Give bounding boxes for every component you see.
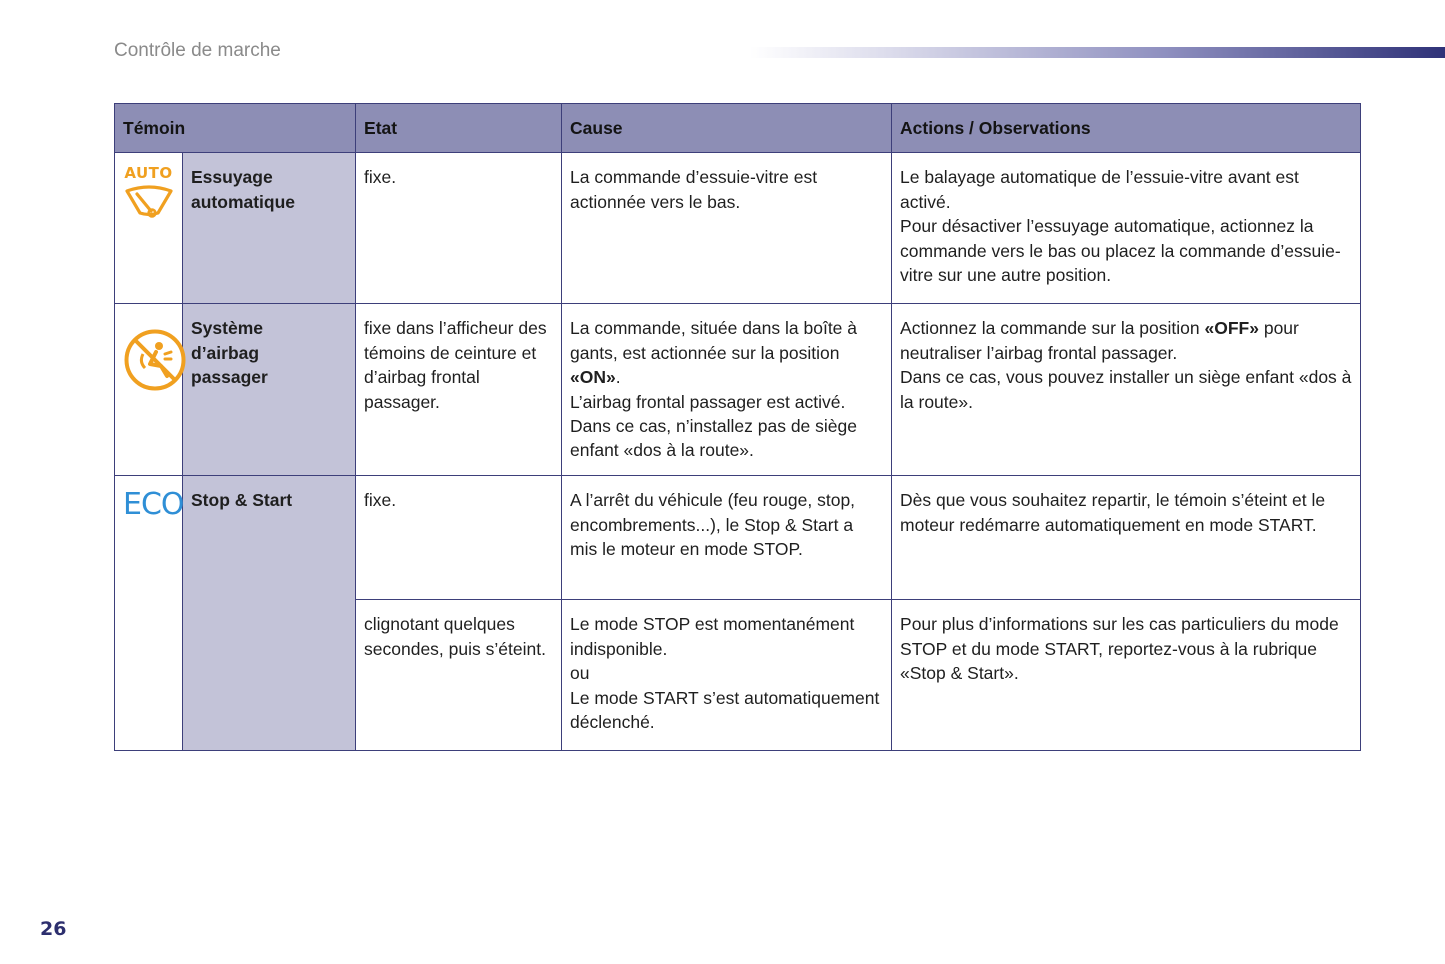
eco-icon: ECO (123, 487, 184, 523)
icon-cell (115, 476, 183, 751)
etat-cell: fixe dans l’afficheur des témoins de ceinture et d’airbag frontal passager. (356, 304, 562, 476)
col-header-actions: Actions / Observations (892, 104, 1361, 153)
cause-cell: La commande, située dans la boîte à gants, est actionnée sur la position «ON». L’airbag frontal passager est activé. Dans ce cas, n’installez pas de siège enfant «dos à la route». (562, 304, 892, 476)
etat-cell: fixe. (356, 476, 562, 600)
col-header-cause: Cause (562, 104, 892, 153)
action-cell: Dès que vous souhaitez repartir, le témoin s’éteint et le moteur redémarre automatiquement en mode START. (892, 476, 1361, 600)
cause-cell: La commande d’essuie-vitre est actionnée vers le bas. (562, 153, 892, 304)
header-gradient-bar (750, 47, 1445, 58)
table-row (115, 153, 1361, 304)
action-cell: Actionnez la commande sur la position «OFF» pour neutraliser l’airbag frontal passager. Dans ce cas, vous pouvez installer un siège enfant «dos à la route». (892, 304, 1361, 476)
table-row (115, 304, 1361, 476)
cause-cell: A l’arrêt du véhicule (feu rouge, stop, encombrements...), le Stop & Start a mis le moteur en mode STOP. (562, 476, 892, 600)
airbag-off-icon (123, 328, 187, 392)
etat-cell: fixe. (356, 153, 562, 304)
auto-label: AUTO (124, 164, 173, 183)
warning-name: Stop & Start (183, 476, 356, 751)
cause-cell: Le mode STOP est momentanément indisponible. ou Le mode START s’est automatiquement déclenché. (562, 600, 892, 751)
col-header-temoin: Témoin (115, 104, 356, 153)
etat-cell: clignotant quelques secondes, puis s’éteint. (356, 600, 562, 751)
table-row (115, 476, 1361, 600)
warning-name: Essuyage automatique (183, 153, 356, 304)
table-header-row (115, 104, 1361, 153)
warning-lights-table (114, 103, 1361, 751)
col-header-etat: Etat (356, 104, 562, 153)
action-cell: Pour plus d’informations sur les cas particuliers du mode STOP et du mode START, reportez-vous à la rubrique «Stop & Start». (892, 600, 1361, 751)
icon-cell (115, 153, 183, 304)
icon-cell (115, 304, 183, 476)
warning-name: Système d’airbag passager (183, 304, 356, 476)
page-number: 26 (40, 918, 67, 940)
action-cell: Le balayage automatique de l’essuie-vitre avant est activé. Pour désactiver l’essuyage automatique, actionnez la commande vers le bas ou placez la commande d’essuie-vitre sur une autre position. (892, 153, 1361, 304)
wiper-auto-icon (122, 181, 176, 221)
section-title: Contrôle de marche (114, 40, 281, 61)
